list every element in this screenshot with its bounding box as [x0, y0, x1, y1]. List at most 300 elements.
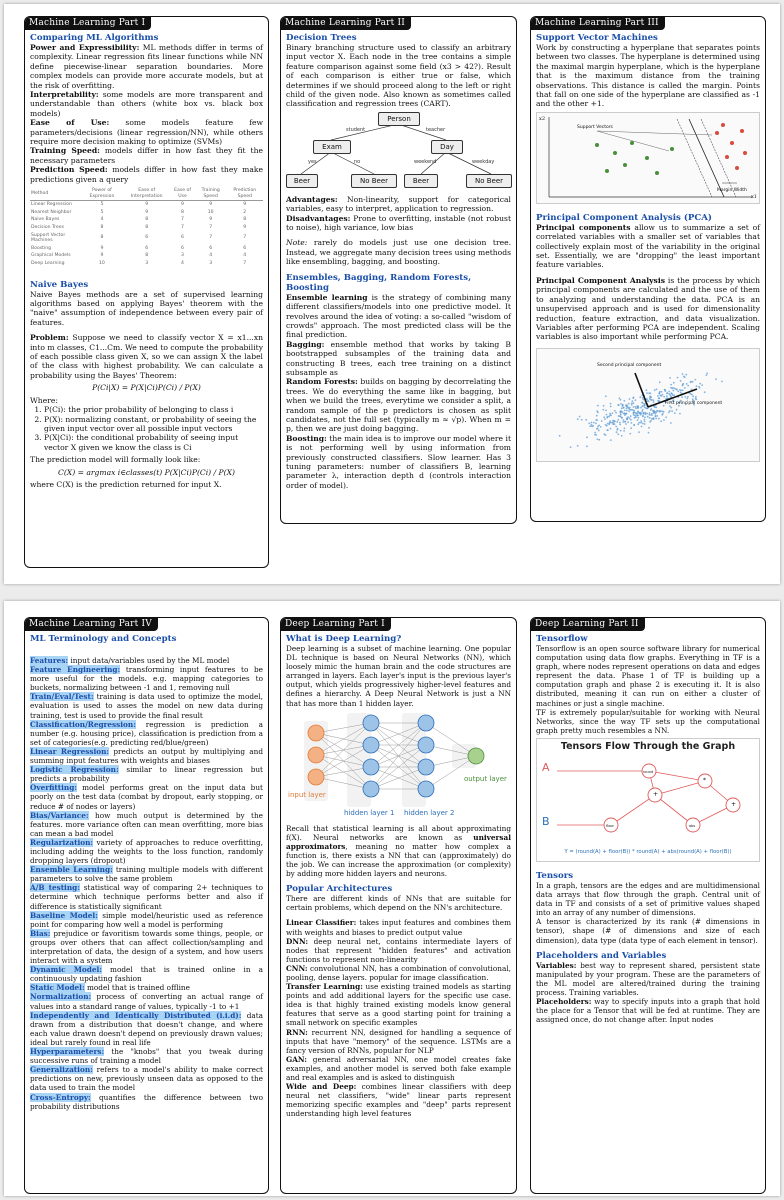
- table-cell: 2: [243, 209, 247, 215]
- pca-point: [606, 413, 608, 415]
- edge-label: yes: [308, 158, 317, 165]
- pca-point: [687, 396, 689, 398]
- pca-point: [610, 405, 612, 407]
- pca-point: [606, 429, 608, 431]
- graph-edges: [537, 739, 759, 861]
- term: A/B testing:: [30, 883, 80, 893]
- pca-point: [656, 388, 658, 390]
- table-cell: 4: [181, 261, 184, 267]
- list-item: [30, 1011, 263, 1047]
- term: Training Speed:: [30, 146, 100, 156]
- node-plus: +: [653, 790, 659, 798]
- pca-point: [706, 374, 708, 376]
- pca-point: [687, 384, 689, 386]
- term: Logistic Regression:: [30, 765, 119, 775]
- list-item: 3. P(X|Ci): the conditional probability of seeing input vector X given we know the class is Ci: [44, 433, 263, 452]
- section-heading: ML Terminology and Concepts: [30, 634, 177, 644]
- table-cell: 5: [100, 209, 104, 215]
- pca-point: [669, 394, 671, 396]
- table-header-row: [30, 187, 263, 201]
- pca-point: [598, 429, 600, 431]
- pca-point: [699, 387, 701, 389]
- pca-point: [677, 376, 679, 378]
- pca-point: [570, 446, 572, 448]
- pca-point: [612, 412, 614, 414]
- pca-point: [603, 416, 605, 418]
- term: Disadvantages:: [286, 213, 351, 223]
- list-item: [30, 965, 263, 983]
- node-plus: +: [731, 800, 737, 808]
- pca-point: [706, 372, 708, 374]
- svm-diagram: [536, 112, 760, 204]
- definition: process of converting an actual range of values into a standard range of values, typically -1 to +1: [30, 992, 263, 1011]
- pca-point: [609, 414, 611, 416]
- pca-point: [604, 433, 606, 435]
- table-cell: 3: [181, 253, 184, 259]
- tree-node-person: Person: [378, 112, 420, 126]
- definition: Non-linearity, support for categorical variables, easy to interpret, application to regression.: [286, 194, 511, 214]
- table-cell: 7: [181, 217, 184, 223]
- axis-label-x2: x2: [539, 115, 546, 122]
- definition: models differ in how fast they make predictions given a query: [30, 165, 263, 184]
- pca-point: [669, 377, 671, 379]
- pca-point: [586, 445, 588, 447]
- pca-point: [600, 426, 602, 428]
- pca-point: [635, 416, 637, 418]
- list-item: [30, 783, 263, 810]
- pca-point: [629, 432, 631, 434]
- pca-point: [676, 388, 678, 390]
- list-item: [30, 656, 263, 665]
- pca-point: [629, 409, 631, 411]
- pca-point: [704, 391, 706, 393]
- pca-point: [640, 414, 642, 416]
- table-cell: 6: [243, 245, 247, 251]
- table-cell: 7: [209, 225, 213, 231]
- list-item: [30, 865, 263, 883]
- term: CNN:: [286, 963, 308, 973]
- definition: some models feature few parameters/decisions (linear regression/NN), while others require more decision making to optimize (SVMs): [30, 118, 264, 147]
- edge-label: no: [354, 158, 361, 165]
- pca-point: [668, 390, 670, 392]
- comparison-table: [30, 187, 263, 268]
- pca-point: [643, 405, 645, 407]
- table-cell: 8: [181, 209, 184, 215]
- pca-point: [626, 409, 628, 411]
- pca-point: [640, 422, 642, 424]
- table-row: [30, 216, 263, 224]
- pca-point: [622, 407, 624, 409]
- pca-point: [682, 384, 684, 386]
- definition: model that is trained online in a continuously updating fashion: [30, 965, 263, 984]
- pca-point: [648, 431, 650, 433]
- pca-point: [627, 421, 629, 423]
- pca-point: [594, 431, 596, 433]
- term: Hyperparameters:: [30, 1047, 105, 1057]
- pca-point: [644, 423, 646, 425]
- table-cell: 9: [145, 202, 149, 208]
- pca-point: [647, 400, 649, 402]
- pca-point: [645, 407, 647, 409]
- tensorflow-graph-diagram: [536, 738, 760, 862]
- panel-title: Machine Learning Part III: [530, 16, 665, 30]
- term: Ensemble learning: [286, 292, 368, 302]
- pca-point: [610, 439, 612, 441]
- pca-point: [679, 412, 681, 414]
- pca-point: [633, 411, 635, 413]
- pca-point: [589, 425, 591, 427]
- table-cell: 3: [209, 261, 213, 267]
- pca-point: [626, 418, 628, 420]
- table-header-cell: Ease of Use: [170, 187, 195, 201]
- section-heading: Principal Component Analysis (PCA): [536, 212, 712, 223]
- table-cell: 7: [209, 235, 213, 241]
- pca-point: [585, 419, 587, 421]
- definition: is the strategy of combining many different classifiers/models into one predictive model. It revolves around the idea of voting: a so-called "wisdom of crowds" approach. The most predicted class will be the final prediction.: [286, 292, 511, 340]
- pca-point: [663, 411, 665, 413]
- pca-point: [644, 416, 646, 418]
- pca-point: [628, 402, 630, 404]
- edge-label: weekend: [414, 158, 437, 165]
- list-item: [286, 918, 511, 936]
- list-item: [286, 1082, 511, 1118]
- pca-point: [638, 431, 640, 433]
- hidden-layer-1-label: hidden layer 1: [344, 808, 395, 817]
- definition: simple model/heuristic used as reference point for comparing how well a model is performing: [30, 910, 263, 929]
- pca-point: [648, 392, 650, 394]
- pca-point: [670, 396, 672, 398]
- term: Bias:: [30, 928, 51, 938]
- pca-point: [592, 425, 594, 427]
- definition: combines linear classifiers with deep neural net classifiers, "wide" linear parts represent memorizing specific examples and "deep" parts represent understanding high level features: [286, 1082, 511, 1119]
- pca-point: [624, 427, 626, 429]
- pca-point: [660, 410, 662, 412]
- pca-point: [626, 407, 628, 409]
- nn-neuron: [308, 769, 324, 785]
- pca-point: [610, 402, 612, 404]
- definition: training is data used to optimize the model, evaluation is used to asses the model on new data during training, test is used to provide the final result: [30, 692, 263, 720]
- pca-point: [671, 387, 673, 389]
- graph-title: Tensors Flow Through the Graph: [560, 740, 736, 752]
- term: RNN:: [286, 1027, 308, 1037]
- pca-point: [596, 415, 598, 417]
- definition: deep neural net, contains intermediate layers of nodes that represent "hidden features" and activation functions to represent non-linearity: [286, 936, 511, 964]
- term: Advantages:: [286, 194, 338, 204]
- pca-point: [620, 415, 622, 417]
- definition: data drawn from a distribution that doesn't change, and where each value drawn doesn't depend on previously drawn values; ideal but rarely found in real life: [30, 1010, 263, 1047]
- pca-point: [654, 389, 656, 391]
- term: Static Model:: [30, 983, 85, 993]
- pca-point: [593, 421, 595, 423]
- pca-point: [649, 396, 651, 398]
- nn-neuron: [418, 737, 434, 753]
- table-cell: 10: [98, 261, 105, 267]
- pca-point: [641, 410, 643, 412]
- pca-point: [642, 397, 644, 399]
- pca-point: [615, 412, 617, 414]
- definition: statistical way of comparing 2+ techniques to determine which technique performs better and also if difference is statistically significant: [30, 883, 263, 911]
- definition: ensemble method that works by taking B bootstrapped subsamples of the training data and constructing B trees, each tree training on a distinct subsample as: [286, 339, 511, 377]
- list-item: [286, 982, 511, 1027]
- tensor-b-label: B: [542, 814, 550, 828]
- pca-point: [690, 381, 692, 383]
- paragraph: In a graph, tensors are the edges and are multidimensional data arrays that flow through the graph. Central unit of data in TF and consists of a set of primitive values shaped into an array of any number of dimensions.: [536, 880, 760, 918]
- pca-point: [659, 381, 661, 383]
- pca-point: [641, 425, 643, 427]
- pca-point: [685, 373, 687, 375]
- pca-point: [613, 422, 615, 424]
- pca-point: [660, 420, 662, 422]
- term: Transfer Learning:: [286, 982, 363, 992]
- term: Ensemble Learning:: [30, 865, 113, 875]
- definition: Suppose we need to classify vector X = x1...xn into m classes, C1...Cm. We need to compute the probability of each possible class given X, so we can assign X the label of the class with highest probability. We can calculate a probability using the Bayes' Theorem:: [30, 333, 263, 380]
- pca-point: [617, 433, 619, 435]
- note-label: Note:: [286, 238, 308, 248]
- term: universal approximators: [286, 832, 511, 851]
- panel-dl-part-1: [280, 617, 517, 1194]
- table-row: [30, 245, 263, 253]
- pca-point: [646, 389, 648, 391]
- tree-leaf-no-beer: No Beer: [351, 174, 397, 188]
- nn-neuron: [308, 725, 324, 741]
- pca-point: [622, 405, 624, 407]
- pca-point: [671, 410, 673, 412]
- pca-point: [680, 389, 682, 391]
- pca-point: [639, 412, 641, 414]
- pca-point: [601, 420, 603, 422]
- table-cell: Boosting: [31, 245, 52, 251]
- definition: quantifies the difference between two probability distributions: [30, 1092, 263, 1111]
- pca-point: [662, 393, 664, 395]
- term: Dynamic Model:: [30, 965, 102, 975]
- pca-point: [628, 410, 630, 412]
- pca-point: [666, 392, 668, 394]
- argmax-formula: C(X) = argmax i∈classes(t) P(X|Ci)P(Ci) / P(X): [58, 467, 235, 477]
- table-cell: 3: [145, 261, 149, 267]
- pca-point: [597, 438, 599, 440]
- pca-point: [630, 415, 632, 417]
- pca-point: [617, 404, 619, 406]
- pca-point: [605, 395, 607, 397]
- nn-neuron: [468, 748, 484, 764]
- table-cell: Decision Trees: [31, 225, 64, 231]
- cheatsheet-page-1: [4, 4, 780, 584]
- term: Wide and Deep:: [286, 1082, 357, 1092]
- pca-point: [636, 405, 638, 407]
- panel-dl-part-2: [530, 617, 766, 1194]
- table-header-cell: Training Speed: [195, 187, 227, 201]
- definition: models differ in how fast they fit the necessary parameters: [30, 146, 263, 165]
- pca-point: [623, 412, 625, 414]
- pca-point: [656, 415, 658, 417]
- pca-point: [673, 394, 675, 396]
- pca-point: [614, 420, 616, 422]
- pca-point: [616, 421, 618, 423]
- paragraph: Naive Bayes methods are a set of supervised learning algorithms based on applying Bayes' theorem with the "naive" assumption of independence between every pair of features.: [30, 289, 263, 327]
- pca-point: [629, 417, 631, 419]
- pca-point: [623, 430, 625, 432]
- pca-point: [640, 420, 642, 422]
- pca-point: [602, 408, 604, 410]
- tree-leaf-no-beer: No Beer: [466, 174, 512, 188]
- panel-title: Machine Learning Part II: [280, 16, 411, 30]
- pca-point: [682, 373, 684, 375]
- table-cell: Linear Regression: [31, 202, 72, 208]
- section-heading: Placeholders and Variables: [536, 950, 667, 961]
- section-heading: Tensors: [536, 870, 574, 881]
- table-cell: 9: [181, 202, 184, 208]
- pca-point: [670, 422, 672, 424]
- term: Overfitting:: [30, 783, 78, 793]
- pca-point: [651, 414, 653, 416]
- list-item: [286, 937, 511, 964]
- pca-point: [650, 399, 652, 401]
- definition: builds on bagging by decorrelating the trees. We do everything the same like in bagging, but when we build the trees, everytime we consider a split, a random sample of the p predictors is chosen as split candidates, not the full set (typically m ≈ √p). When m = p, then we are just doing bagging.: [286, 377, 511, 434]
- pca-point: [633, 424, 635, 426]
- nn-neuron: [363, 781, 379, 797]
- definition: is the process by which principal components are calculated and the use of them to analyzing and understanding the data. PCA is an unsupervised approach and is used for dimensionality reduction, feature extraction, and data visualization. Variables after performing PCA are independent. Scaling variables is also important while performing PCA.: [536, 275, 760, 342]
- pca-point: [657, 410, 659, 412]
- paragraph: where C(X) is the prediction returned for input X.: [30, 479, 222, 489]
- pca-point: [715, 378, 717, 380]
- pca-point: [619, 423, 621, 425]
- pca-point: [577, 418, 579, 420]
- pca-point: [606, 416, 608, 418]
- list-item: [30, 983, 263, 992]
- pca-point: [621, 417, 623, 419]
- definition: prejudice or favoritism towards some things, people, or groups over others that can affect collection/sampling and interpretation of data, the design of a system, and how users interact with a system: [30, 928, 263, 966]
- table-cell: 7: [243, 261, 247, 267]
- table-cell: 9: [145, 209, 149, 215]
- panel-ml-part-3: [530, 16, 766, 522]
- pca-point: [609, 412, 611, 414]
- nn-neuron: [363, 759, 379, 775]
- pca-point: [617, 419, 619, 421]
- pca-point: [657, 395, 659, 397]
- definition: model performs great on the input data but poorly on the test data (combat by dropout, early stopping, or reduce # of nodes or layers): [30, 783, 263, 811]
- definition: regression is prediction a number (e.g. housing price), classification is prediction from a set of categories(e.g. predicting red/blue/green): [30, 719, 263, 747]
- table-cell: 9: [100, 245, 104, 251]
- table-cell: 6: [145, 235, 149, 241]
- pca-point: [682, 383, 684, 385]
- list-item: [30, 692, 263, 719]
- pca-point: [649, 417, 651, 419]
- list-item: [286, 964, 511, 982]
- pca-point: [627, 405, 629, 407]
- pca-point: [623, 419, 625, 421]
- pca-point: [658, 417, 660, 419]
- label: Where:: [30, 395, 58, 405]
- term: Baseline Model:: [30, 910, 98, 920]
- term: Feature Engineering:: [30, 665, 121, 675]
- pca-point: [606, 425, 608, 427]
- list-item: [30, 911, 263, 929]
- pca-point: [577, 445, 579, 447]
- list-item: [30, 992, 263, 1010]
- table-cell: 9: [209, 202, 213, 208]
- definition: similar to linear regression but predicts a probability: [30, 765, 263, 784]
- definition: takes input features and combines them with weights and biases to predict output value: [286, 918, 511, 937]
- pca-point: [621, 407, 623, 409]
- section-heading: Ensembles, Bagging, Random Forests, Boosting: [286, 272, 472, 293]
- pca-point: [670, 383, 672, 385]
- pca-point: [642, 415, 644, 417]
- pca-point: [692, 381, 694, 383]
- paragraph: Work by constructing a hyperplane that separates points between two classes. The hyperplane is determined using the maximal margin hyperplane, which is the hyperplane that is the maximum distance from the training observations. This distance is called the margin. Points that fall on one side of the hyperplane are classified as -1 and the other +1.: [536, 43, 760, 109]
- pca-point: [676, 409, 678, 411]
- pca-point: [645, 413, 647, 415]
- pca-point: [620, 403, 622, 405]
- pca-point: [631, 402, 633, 404]
- paragraph: Recall that statistical learning is all about approximating f(X). Neural networks are known as: [286, 823, 511, 842]
- pca-point: [684, 396, 686, 398]
- definition: how much output is determined by the features. more variance often can mean overfitting, more bias can mean a bad model: [30, 810, 263, 838]
- pca-point: [615, 425, 617, 427]
- pca-point: [651, 408, 653, 410]
- definition: refers to a model's ability to make correct predictions on new, previously unseen data as opposed to the data used to train the model: [30, 1065, 263, 1093]
- architectures-list: [286, 918, 511, 1118]
- pca-point: [618, 415, 620, 417]
- pca-scatter-plot: [536, 348, 760, 462]
- pca-point: [644, 418, 646, 420]
- pca-point: [631, 400, 633, 402]
- panel-title: Deep Learning Part II: [530, 617, 645, 631]
- list-item: [30, 1093, 263, 1111]
- pca-point: [621, 411, 623, 413]
- table-row: [30, 224, 263, 232]
- list-item: [30, 838, 263, 865]
- term: Linear Classifier:: [286, 918, 357, 928]
- table-cell: 4: [243, 253, 247, 259]
- pca-point: [620, 413, 622, 415]
- pca-point: [692, 395, 694, 397]
- pca-point: [596, 428, 598, 430]
- cheatsheet-page-2: [4, 601, 780, 1196]
- table-cell: 9: [243, 225, 247, 231]
- definition: input data/variables used by the ML model: [68, 656, 230, 665]
- nn-graph: [286, 711, 511, 821]
- table-cell: Support Vector Machines: [31, 232, 66, 244]
- definition: the main idea is to improve our model where it is not performing well by using information from previously constructed classifiers. Slow learner. Has 3 tuning parameters: number of classifiers B, learning parameter λ, interaction depth d (controls interaction order of model).: [286, 433, 511, 490]
- pca-point: [627, 416, 629, 418]
- term: Problem:: [30, 333, 69, 343]
- pca-point: [684, 387, 686, 389]
- pca-point: [607, 423, 609, 425]
- pca-point: [672, 389, 674, 391]
- axis-label-x1: x1: [750, 194, 757, 201]
- table-cell: 9: [243, 202, 247, 208]
- table-cell: 4: [209, 253, 213, 259]
- pca-point: [649, 421, 651, 423]
- definition: training multiple models with different parameters to solve the same problem: [30, 865, 263, 884]
- pca-point: [638, 417, 640, 419]
- pca-point: [661, 391, 663, 393]
- table-cell: 8: [100, 225, 104, 231]
- pca-point: [610, 427, 612, 429]
- pca-point: [639, 396, 641, 398]
- section-heading: Tensorflow: [536, 634, 588, 644]
- definition: way to specify inputs into a graph that hold the place for a Tensor that will be fed at runtime. They are assigned once, do not change after. Input nodes: [536, 996, 760, 1025]
- definition: recurrent NN, designed for handling a sequence of inputs that have "memory" of the sequence. LSTMs are a fancy version of RNNs, popular for NLP: [286, 1027, 511, 1055]
- pca-point: [631, 422, 633, 424]
- section-heading: Support Vector Machines: [536, 33, 658, 43]
- pca-point: [674, 412, 676, 414]
- table-cell: 4: [100, 217, 104, 223]
- table-body: [30, 201, 263, 268]
- table-cell: Nearest Neighbor: [31, 209, 72, 215]
- pca-point: [642, 409, 644, 411]
- definition: convolutional NN, has a combination of convolutional, pooling, dense layers. popular for image classification.: [286, 963, 511, 982]
